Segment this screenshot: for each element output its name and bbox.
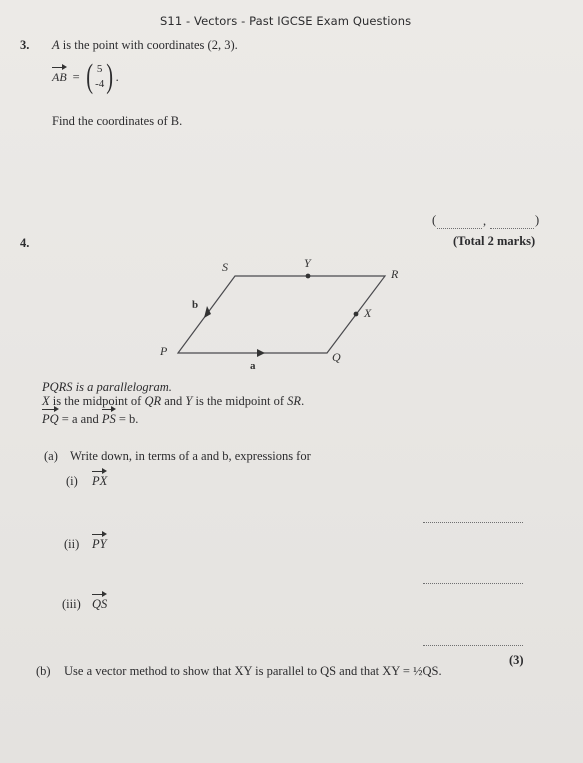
vector-px-label: PX [92,474,108,488]
q4-number: 4. [20,236,30,250]
part-iii-vector [92,597,107,612]
label-x: X [364,306,372,320]
q4-statement-2: X is the midpoint of QR and Y is the midpoint of SR. [42,394,305,408]
q4-statement-3: PQ = a and PS = b. [42,412,139,426]
page-title: S11 - Vectors - Past IGCSE Exam Questions [160,14,412,28]
q3-answer-x-line [437,228,482,229]
answer-line-iii [423,645,523,646]
q3-coord-close: ) [535,213,540,227]
label-q: Q [332,350,341,364]
q3-coord-comma: , [483,214,487,228]
q3-vector-ab: AB = ( 5 -4 ) . [52,58,119,95]
part-iii-label: (iii) [62,597,81,611]
part-a-label: (a) [44,449,58,463]
col-vec-bottom: -4 [95,78,105,90]
q4-statement-1 [42,380,172,395]
q3-find: Find the coordinates of B. [52,114,183,128]
vector-ps-label: PS [101,412,116,426]
vector-py-label: PY [92,537,107,551]
q3-point-a: A [52,38,60,52]
q3-intro-text: is the point with coordinates (2, 3). [59,38,238,52]
label-s: S [222,260,228,274]
answer-line-ii [423,583,523,584]
arrow-pq [257,349,265,357]
q3-answer-y-line [490,228,534,229]
label-b: b [192,299,199,311]
q3-intro [52,38,238,53]
part-a-text: Write down, in terms of a and b, expressions for [70,449,311,463]
label-a: a [250,360,256,372]
part-b-text: Use a vector method to show that XY is parallel to QS and that XY = ½QS. [64,664,442,678]
part-i-vector [92,474,107,489]
midpoint-y-dot [306,274,311,279]
column-vector: ( 5 -4 ) [86,58,114,95]
part-b-label: (b) [36,664,51,678]
label-r: R [391,267,399,281]
arrow-ps [204,306,211,318]
part-ii-vector [92,537,107,552]
col-vec-top: 5 [96,63,103,75]
answer-line-i [423,522,523,523]
part-ii-label: (ii) [64,537,80,551]
vector-ab-label: AB [52,69,67,84]
vector-qs-label: QS [92,597,108,611]
vector-pq-label: PQ [42,412,59,426]
part-a-marks: (3) [509,653,524,667]
midpoint-x-dot [354,312,359,317]
q3-total-marks: (Total 2 marks) [453,234,536,248]
q4-parallelogram-text: PQRS is a parallelogram. [42,380,172,394]
part-i-label: (i) [66,474,78,488]
label-y: Y [304,256,311,270]
q3-equals: = [72,69,80,84]
q3-coord-open: ( [432,213,437,227]
label-p: P [160,344,168,358]
q3-number: 3. [20,38,30,52]
parallelogram-diagram [140,250,420,375]
